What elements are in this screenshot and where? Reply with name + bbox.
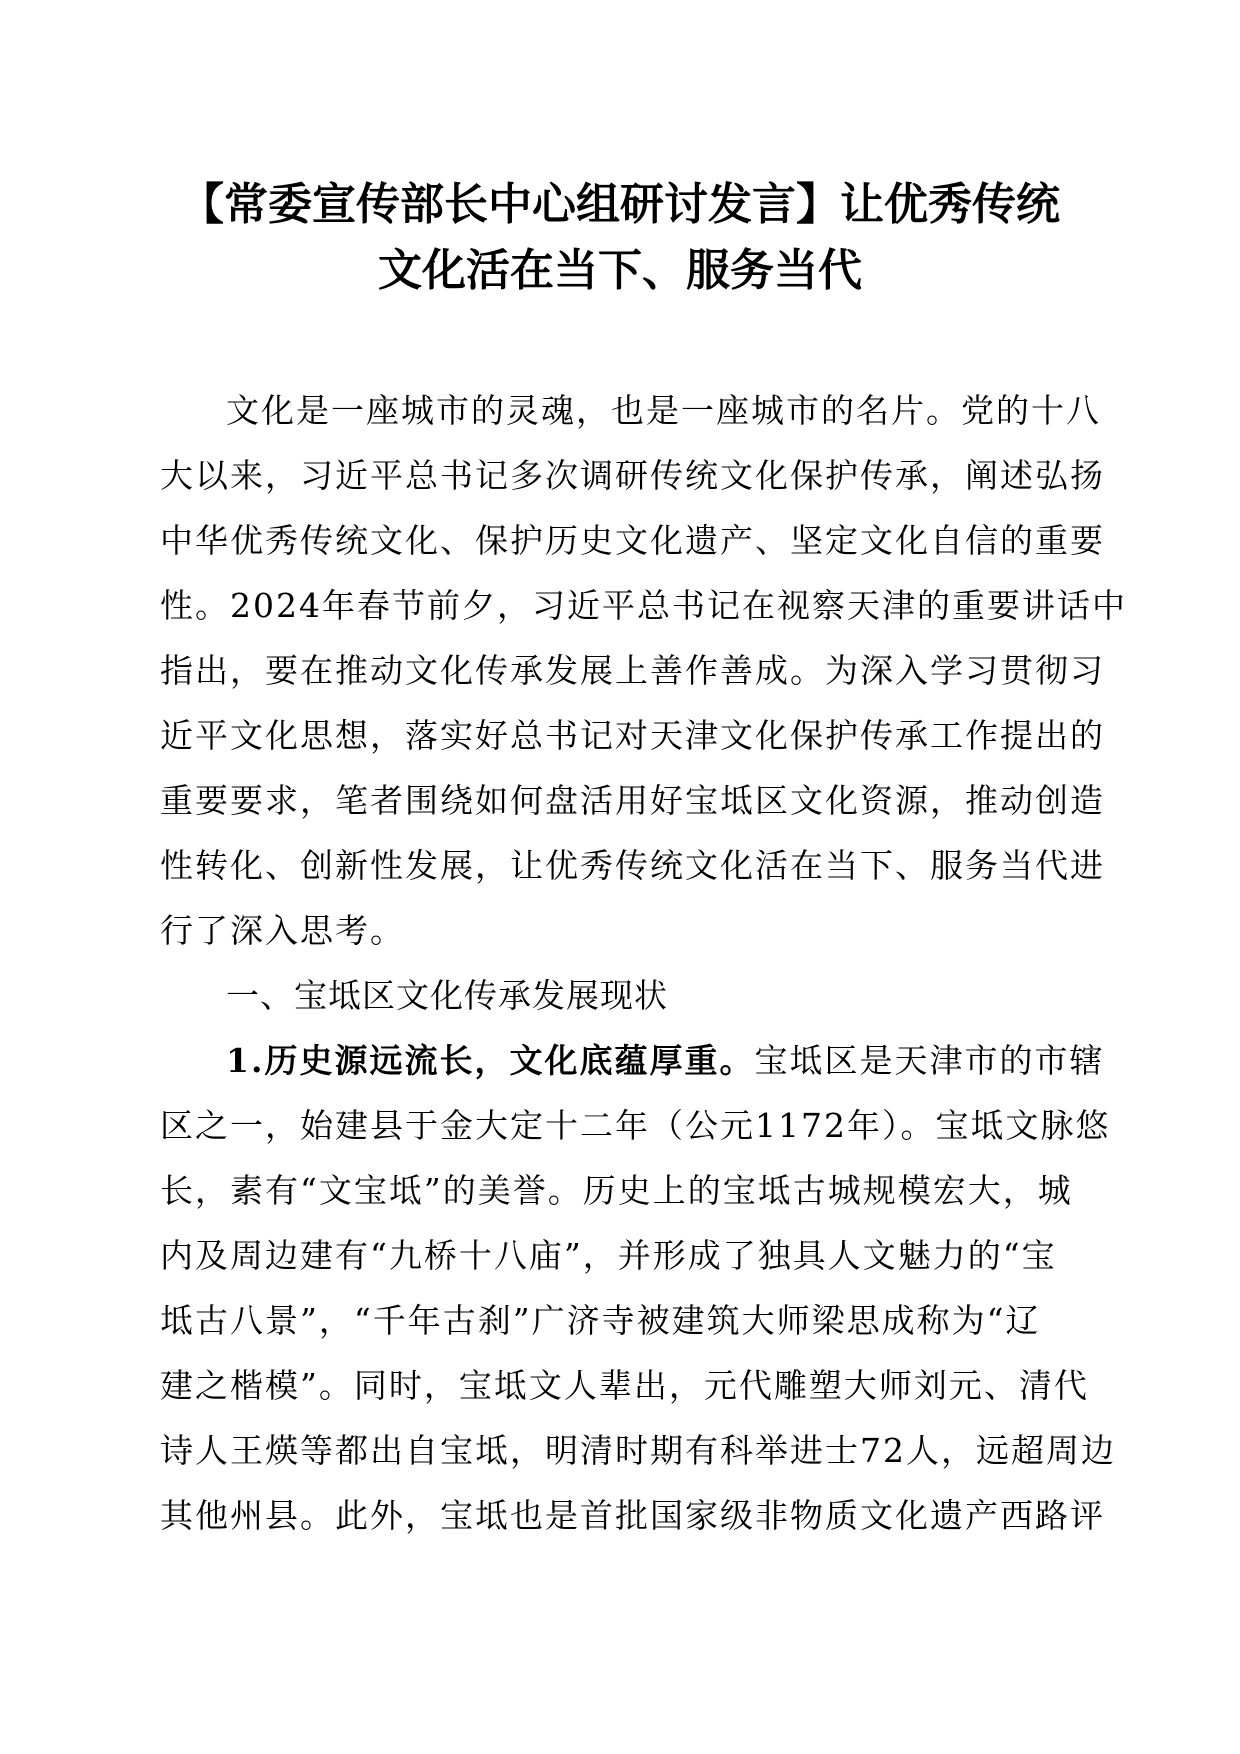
intro-line: 近平文化思想，落实好总书记对天津文化保护传承工作提出的 <box>160 716 1105 755</box>
intro-line: 性。2024年春节前夕，习近平总书记在视察天津的重要讲话中 <box>160 586 1127 625</box>
intro-line: 重要要求，笔者围绕如何盘活用好宝坻区文化资源，推动创造 <box>160 781 1105 820</box>
intro-line: 大以来，习近平总书记多次调研传统文化保护传承，阐述弘扬 <box>160 456 1105 495</box>
point-1-line: 坻古八景”，“千年古刹”广济寺被建筑大师梁思成称为“辽 <box>160 1301 1041 1340</box>
point-1-first-line-rest: 宝坻区是天津市的市辖 <box>754 1041 1105 1080</box>
intro-line: 指出，要在推动文化传承发展上善作善成。为深入学习贯彻习 <box>160 651 1105 690</box>
point-1-lead: 1.历史源远流长，文化底蕴厚重。 <box>226 1041 755 1080</box>
intro-line: 行了深入思考。 <box>160 911 405 950</box>
point-1-line: 建之楷模”。同时，宝坻文人辈出，元代雕塑大师刘元、清代 <box>160 1366 1089 1405</box>
intro-line: 中华优秀传统文化、保护历史文化遗产、坚定文化自信的重要 <box>160 521 1105 560</box>
intro-line: 性转化、创新性发展，让优秀传统文化活在当下、服务当代进 <box>160 846 1105 885</box>
title-line-2: 文化活在当下、服务当代 <box>378 245 862 296</box>
point-1-line: 区之一，始建县于金大定十二年（公元1172年）。宝坻文脉悠 <box>160 1106 1111 1145</box>
point-1-line: 内及周边建有“九桥十八庙”，并形成了独具人文魅力的“宝 <box>160 1236 1057 1275</box>
point-1-line: 其他州县。此外，宝坻也是首批国家级非物质文化遗产西路评 <box>160 1496 1105 1535</box>
intro-paragraph <box>160 378 1127 963</box>
section-heading-1: 一、宝坻区文化传承发展现状 <box>226 976 668 1015</box>
point-1-first-line <box>160 1028 1105 1093</box>
document-body <box>160 378 1127 1548</box>
intro-line: 文化是一座城市的灵魂，也是一座城市的名片。党的十八 <box>226 391 1101 430</box>
point-1-line: 诗人王煐等都出自宝坻，明清时期有科举进士72人，远超周边 <box>160 1431 1116 1470</box>
document-title <box>140 172 1100 304</box>
title-line-1: 【常委宣传部长中心组研讨发言】让优秀传统 <box>180 179 1060 230</box>
point-1-line: 长，素有“文宝坻”的美誉。历史上的宝坻古城规模宏大，城 <box>160 1171 1073 1210</box>
point-1-paragraph <box>160 1028 1116 1548</box>
